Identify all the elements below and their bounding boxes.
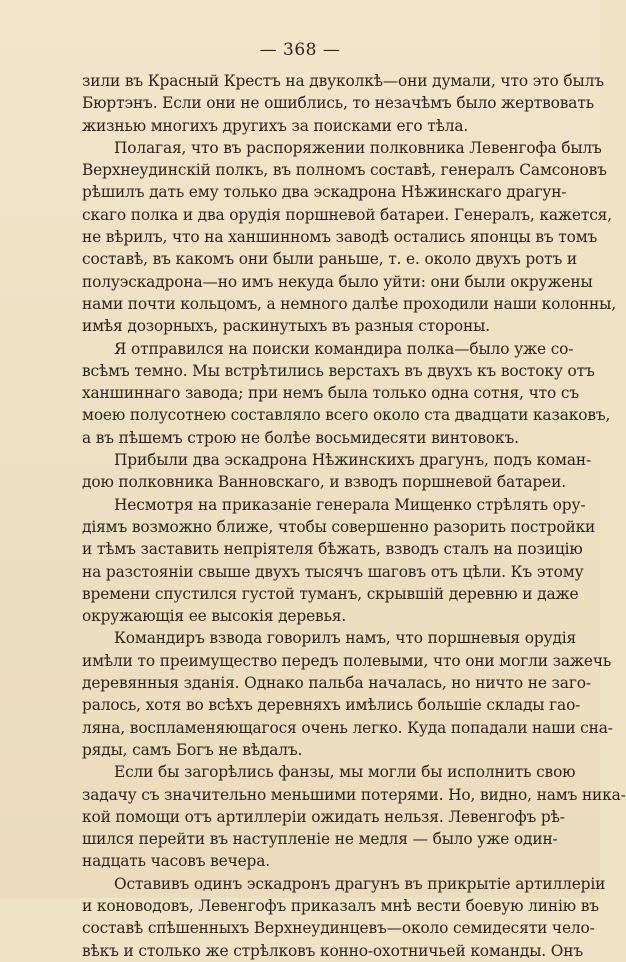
text-line: кой помощи отъ артиллеріи ожидать нельзя. Левенгофъ рѣ- bbox=[82, 807, 565, 826]
text-line: имѣли то преимущество передъ полевыми, что они могли зажечь bbox=[82, 651, 612, 670]
text-line: Бюртэнъ. Если они не ошиблись, то незачѣмъ было жертвовать bbox=[82, 94, 594, 113]
text-line: надцать часовъ вечера. bbox=[82, 852, 271, 871]
text-line: деревянныя зданія. Однако пальба началась, но ничто не заго- bbox=[82, 674, 591, 693]
page-body bbox=[82, 70, 626, 962]
text-line: и коноводовъ, Левенгофъ приказалъ мнѣ вести боевую линію въ bbox=[82, 896, 599, 915]
text-line: а въ пѣшемъ строю не болѣе восьмидесяти винтовокъ. bbox=[82, 428, 519, 447]
text-line: Если бы загорѣлись фанзы, мы могли бы исполнить свою bbox=[114, 763, 576, 782]
text-line: діямъ возможно ближе, чтобы совершенно разорить постройки bbox=[82, 517, 596, 536]
text-line: Полагая, что въ распоряжении полковника Левенгофа былъ bbox=[114, 138, 602, 157]
text-line: ралось, хотя во всѣхъ деревняхъ имѣлись большіе склады гао- bbox=[82, 696, 581, 715]
text-line: ряды, самъ Богъ не вѣдалъ. bbox=[82, 740, 303, 759]
text-line: всѣмъ темно. Мы встрѣтились верстахъ въ двухъ къ востоку отъ bbox=[82, 361, 595, 380]
text-line: и тѣмъ заставить непріятеля бѣжать, взводъ сталъ на позицію bbox=[82, 540, 583, 559]
text-line: жизнью многихъ другихъ за поисками его тѣла. bbox=[82, 116, 469, 135]
text-line: ханшиннаго завода; при немъ была только одна сотня, что съ bbox=[82, 384, 579, 403]
text-line: задачу съ значительно меньшими потерями. Но, видно, намъ ника- bbox=[82, 785, 626, 804]
text-line: Прибыли два эскадрона Нѣжинскихъ драгунъ, подъ коман- bbox=[114, 451, 592, 470]
text-line: скаго полка и два орудія поршневой батареи. Генералъ, кажется, bbox=[82, 205, 612, 224]
page-number: — 368 — bbox=[259, 40, 341, 60]
text-line: вѣкъ и столько же стрѣлковъ конно-охотничьей команды. Онъ bbox=[82, 941, 584, 960]
text-line: не вѣрилъ, что на ханшинномъ заводѣ остались японцы въ томъ bbox=[82, 228, 598, 247]
text-line: шился перейти въ наступленіе не медля — было уже один- bbox=[82, 830, 558, 849]
text-line: составѣ, въ какомъ они были раньше, т. е. около двухъ ротъ и bbox=[82, 250, 578, 269]
text-line: на разстояніи свыше двухъ тысячъ шаговъ отъ цѣли. Къ этому bbox=[82, 562, 584, 581]
text-line: имѣя дозорныхъ, раскинутыхъ въ разныя стороны. bbox=[82, 317, 490, 336]
text-line: дою полковника Ванновскаго, и взводъ поршневой батареи. bbox=[82, 473, 566, 492]
text-line: Оставивъ одинъ эскадронъ драгунъ въ прикрытіе артиллеріи bbox=[114, 874, 606, 893]
text-line: ляна, воспламеняющагося очень легко. Куда попадали наши сна- bbox=[82, 718, 613, 737]
text-line: Командиръ взвода говорилъ намъ, что поршневыя орудія bbox=[114, 629, 577, 648]
text-line: Я отправился на поиски командира полка—было уже со- bbox=[114, 339, 574, 358]
text-line: полуэскадрона—но имъ некуда было уйти: они были окружены bbox=[82, 272, 593, 291]
text-line: Верхнеудинскій полкъ, въ полномъ составѣ, генералъ Самсоновъ bbox=[82, 161, 607, 180]
text-line: окружающія ее высокія деревья. bbox=[82, 607, 347, 626]
text-line: времени спустился густой туманъ, скрывшій деревню и даже bbox=[82, 584, 579, 603]
text-line: зили въ Красный Крестъ на двуколкѣ—они думали, что это былъ bbox=[82, 72, 604, 90]
text-line: составѣ спѣшенныхъ Верхнеудинцевъ—около семидесяти чело- bbox=[82, 919, 595, 938]
text-line: моею полусотнею составляло всего около ста двадцати казаковъ, bbox=[82, 406, 611, 425]
text-line: рѣшилъ дать ему только два эскадрона Нѣжинскаго драгун- bbox=[82, 183, 567, 202]
text-line: нами почти кольцомъ, а немного далѣе проходили наши колонны, bbox=[82, 294, 616, 313]
text-line: Несмотря на приказаніе генерала Мищенко стрѣлять ору- bbox=[114, 495, 586, 514]
